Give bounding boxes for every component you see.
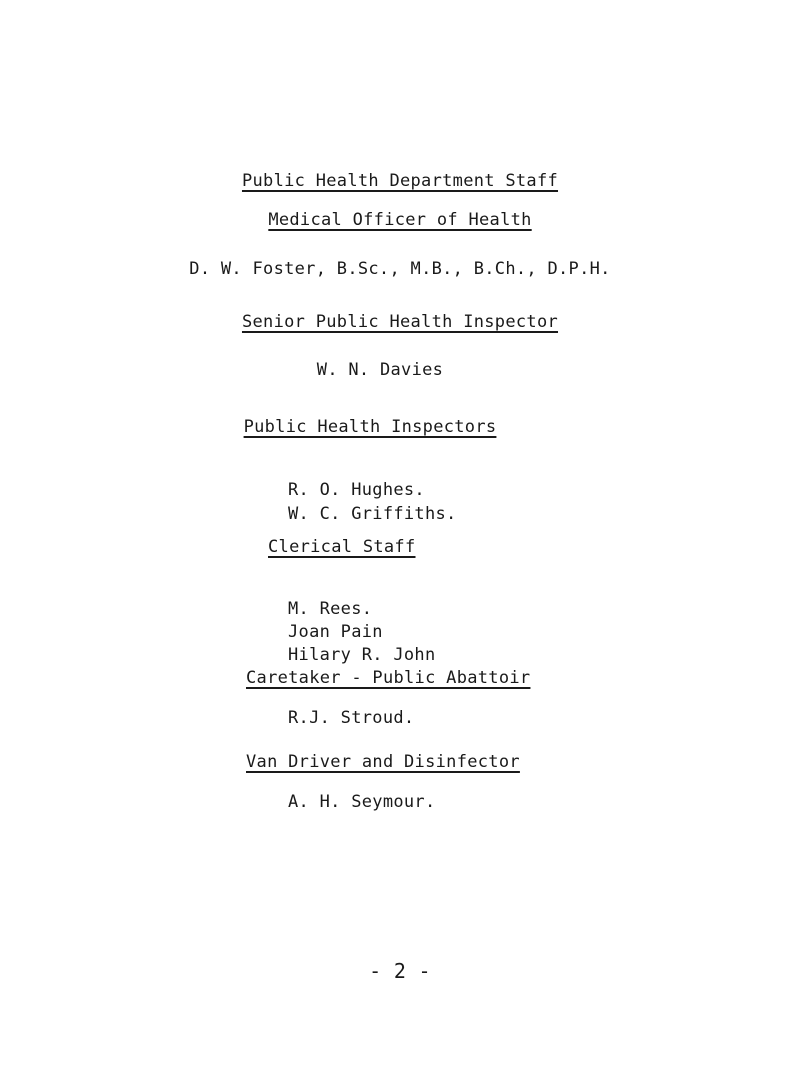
- section-heading-caretaker: Caretaker - Public Abattoir: [246, 668, 531, 688]
- name-inspector-2: W. C. Griffiths.: [288, 504, 457, 524]
- name-inspector-1: R. O. Hughes.: [288, 480, 425, 500]
- section-heading-senior-inspector: Senior Public Health Inspector: [241, 312, 559, 332]
- page-title: Public Health Department Staff: [241, 171, 559, 191]
- name-caretaker: R.J. Stroud.: [288, 708, 415, 728]
- section-heading-clerical: Clerical Staff: [268, 537, 416, 557]
- page-number: - 2 -: [369, 959, 431, 983]
- name-clerical-2: Joan Pain: [288, 622, 383, 642]
- section-heading-van-driver: Van Driver and Disinfector: [246, 752, 520, 772]
- name-van-driver: A. H. Seymour.: [288, 792, 436, 812]
- name-clerical-3: Hilary R. John: [288, 645, 436, 665]
- name-senior-inspector: W. N. Davies: [316, 360, 444, 380]
- name-clerical-1: M. Rees.: [288, 599, 373, 619]
- section-heading-inspectors: Public Health Inspectors: [243, 417, 497, 437]
- name-medical-officer: D. W. Foster, B.Sc., M.B., B.Ch., D.P.H.: [189, 259, 611, 279]
- section-heading-medical-officer: Medical Officer of Health: [268, 210, 532, 230]
